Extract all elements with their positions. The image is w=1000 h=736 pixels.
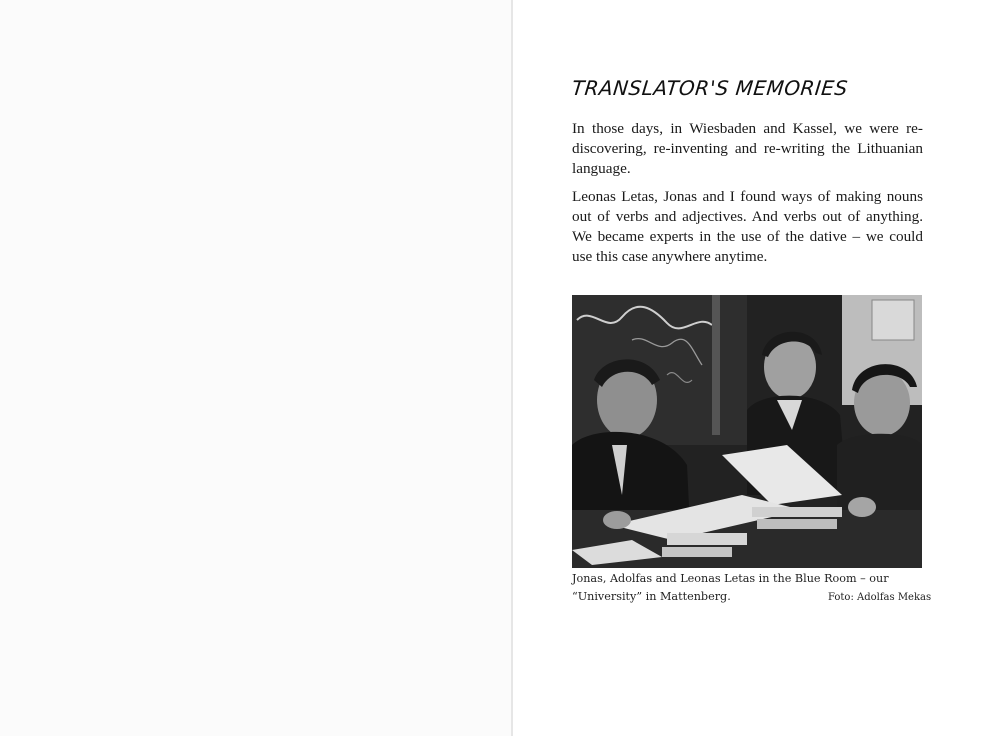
page-title: TRANSLATOR'S MEMORIES: [570, 76, 850, 100]
photograph: [572, 295, 922, 568]
paragraph-1: In those days, in Wiesbaden and Kassel, we were re-discovering, re-inventing and re-writing the Lithuanian language.: [572, 120, 923, 177]
photo-credit: Foto: Adolfas Mekas: [828, 592, 932, 603]
photo-caption-line-2: “University” in Mattenberg.: [572, 590, 731, 603]
photo-illustration: [572, 295, 922, 568]
photo-caption-line-1: Jonas, Adolfas and Leonas Letas in the Blue Room – our: [572, 572, 889, 585]
paragraph-2: Leonas Letas, Jonas and I found ways of making nouns out of verbs and adjectives. And verbs out of anything. We became experts in the use of the dative – we could use this case anywhere anytime.: [572, 188, 923, 265]
